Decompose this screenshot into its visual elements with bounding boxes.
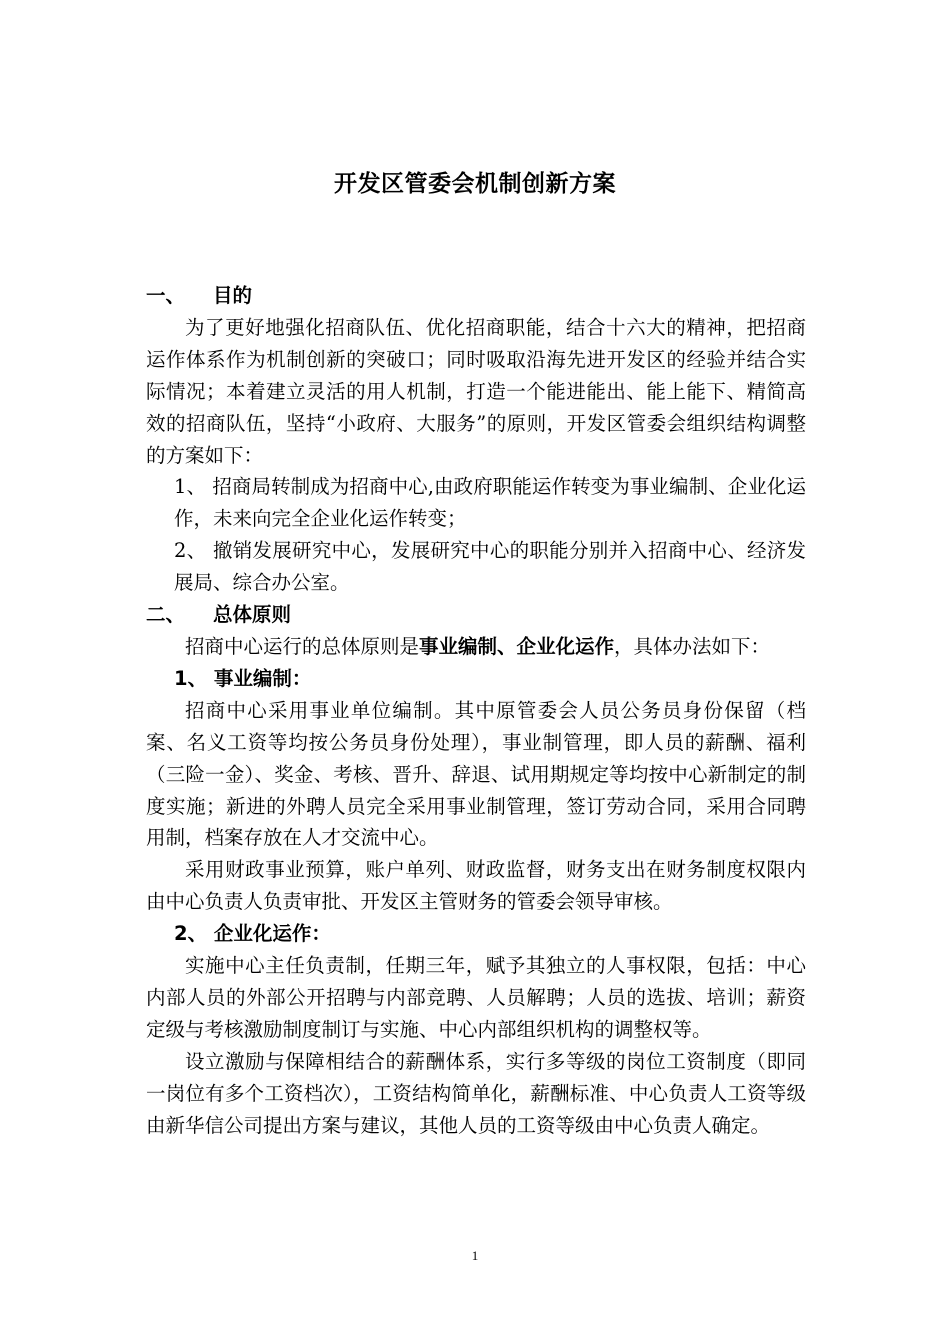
section-1-item-1: 1、 招商局转制成为招商中心,由政府职能运作转变为事业编制、企业化运作，未来向完全企业化运作转变； xyxy=(174,475,806,531)
section-2-intro xyxy=(146,631,806,663)
subsection-1-paragraph-1: 招商中心采用事业单位编制。其中原管委会人员公务员身份保留（档案、名义工资等均按公务员身份处理），事业制管理，即人员的薪酬、福利（三险一金）、奖金、考核、晋升、辞退、试用期规定等均按中心新制定的制度实施；新进的外聘人员完全采用事业制管理，签订劳动合同，采用合同聘用制，档案存放在人才交流中心。 xyxy=(146,698,806,850)
subsection-2-heading: 2、 企业化运作： xyxy=(174,922,331,946)
section-2-number: 二、 xyxy=(146,603,186,627)
subsection-1-heading: 1、 事业编制： xyxy=(174,666,312,690)
section-1-item-2: 2、 撤销发展研究中心，发展研究中心的职能分别并入招商中心、经济发展局、综合办公室。 xyxy=(174,539,806,595)
section-2-intro-suffix: ，具体办法如下： xyxy=(614,634,771,658)
document-body xyxy=(146,280,806,1141)
section-1-number: 一、 xyxy=(146,284,186,307)
section-2-heading xyxy=(146,599,806,631)
subsection-2-paragraph-2: 设立激励与保障相结合的薪酬体系，实行多等级的岗位工资制度（即同一岗位有多个工资档次），工资结构简单化，薪酬标准、中心负责人工资等级由新华信公司提出方案与建议，其他人员的工资等级由中心负责人确定。 xyxy=(146,1049,806,1137)
document-title: 开发区管委会机制创新方案 xyxy=(334,171,616,197)
section-1-heading xyxy=(146,280,806,312)
section-1-paragraph: 为了更好地强化招商队伍、优化招商职能，结合十六大的精神，把招商运作体系作为机制创新的突破口；同时吸取沿海先进开发区的经验并结合实际情况；本着建立灵活的用人机制，打造一个能进能出、能上能下、精简高效的招商队伍，坚持“小政府、大服务”的原则，开发区管委会组织结构调整的方案如下： xyxy=(146,315,806,467)
subsection-2-paragraph-1: 实施中心主任负责制，任期三年，赋予其独立的人事权限，包括：中心内部人员的外部公开招聘与内部竞聘、人员解聘；人员的选拔、培训；薪资定级与考核激励制度制订与实施、中心内部组织机构的调整权等。 xyxy=(146,954,806,1041)
section-2-title: 总体原则 xyxy=(213,603,292,627)
section-2-intro-emphasis: 事业编制、企业化运作 xyxy=(419,634,615,658)
section-1-title: 目的 xyxy=(213,284,253,307)
section-2-intro-prefix: 招商中心运行的总体原则是 xyxy=(185,634,420,658)
subsection-1-paragraph-2: 采用财政事业预算，账户单列、财政监督，财务支出在财务制度权限内由中心负责人负责审批、开发区主管财务的管委会领导审核。 xyxy=(146,858,806,914)
page-number: 1 xyxy=(471,1248,479,1263)
